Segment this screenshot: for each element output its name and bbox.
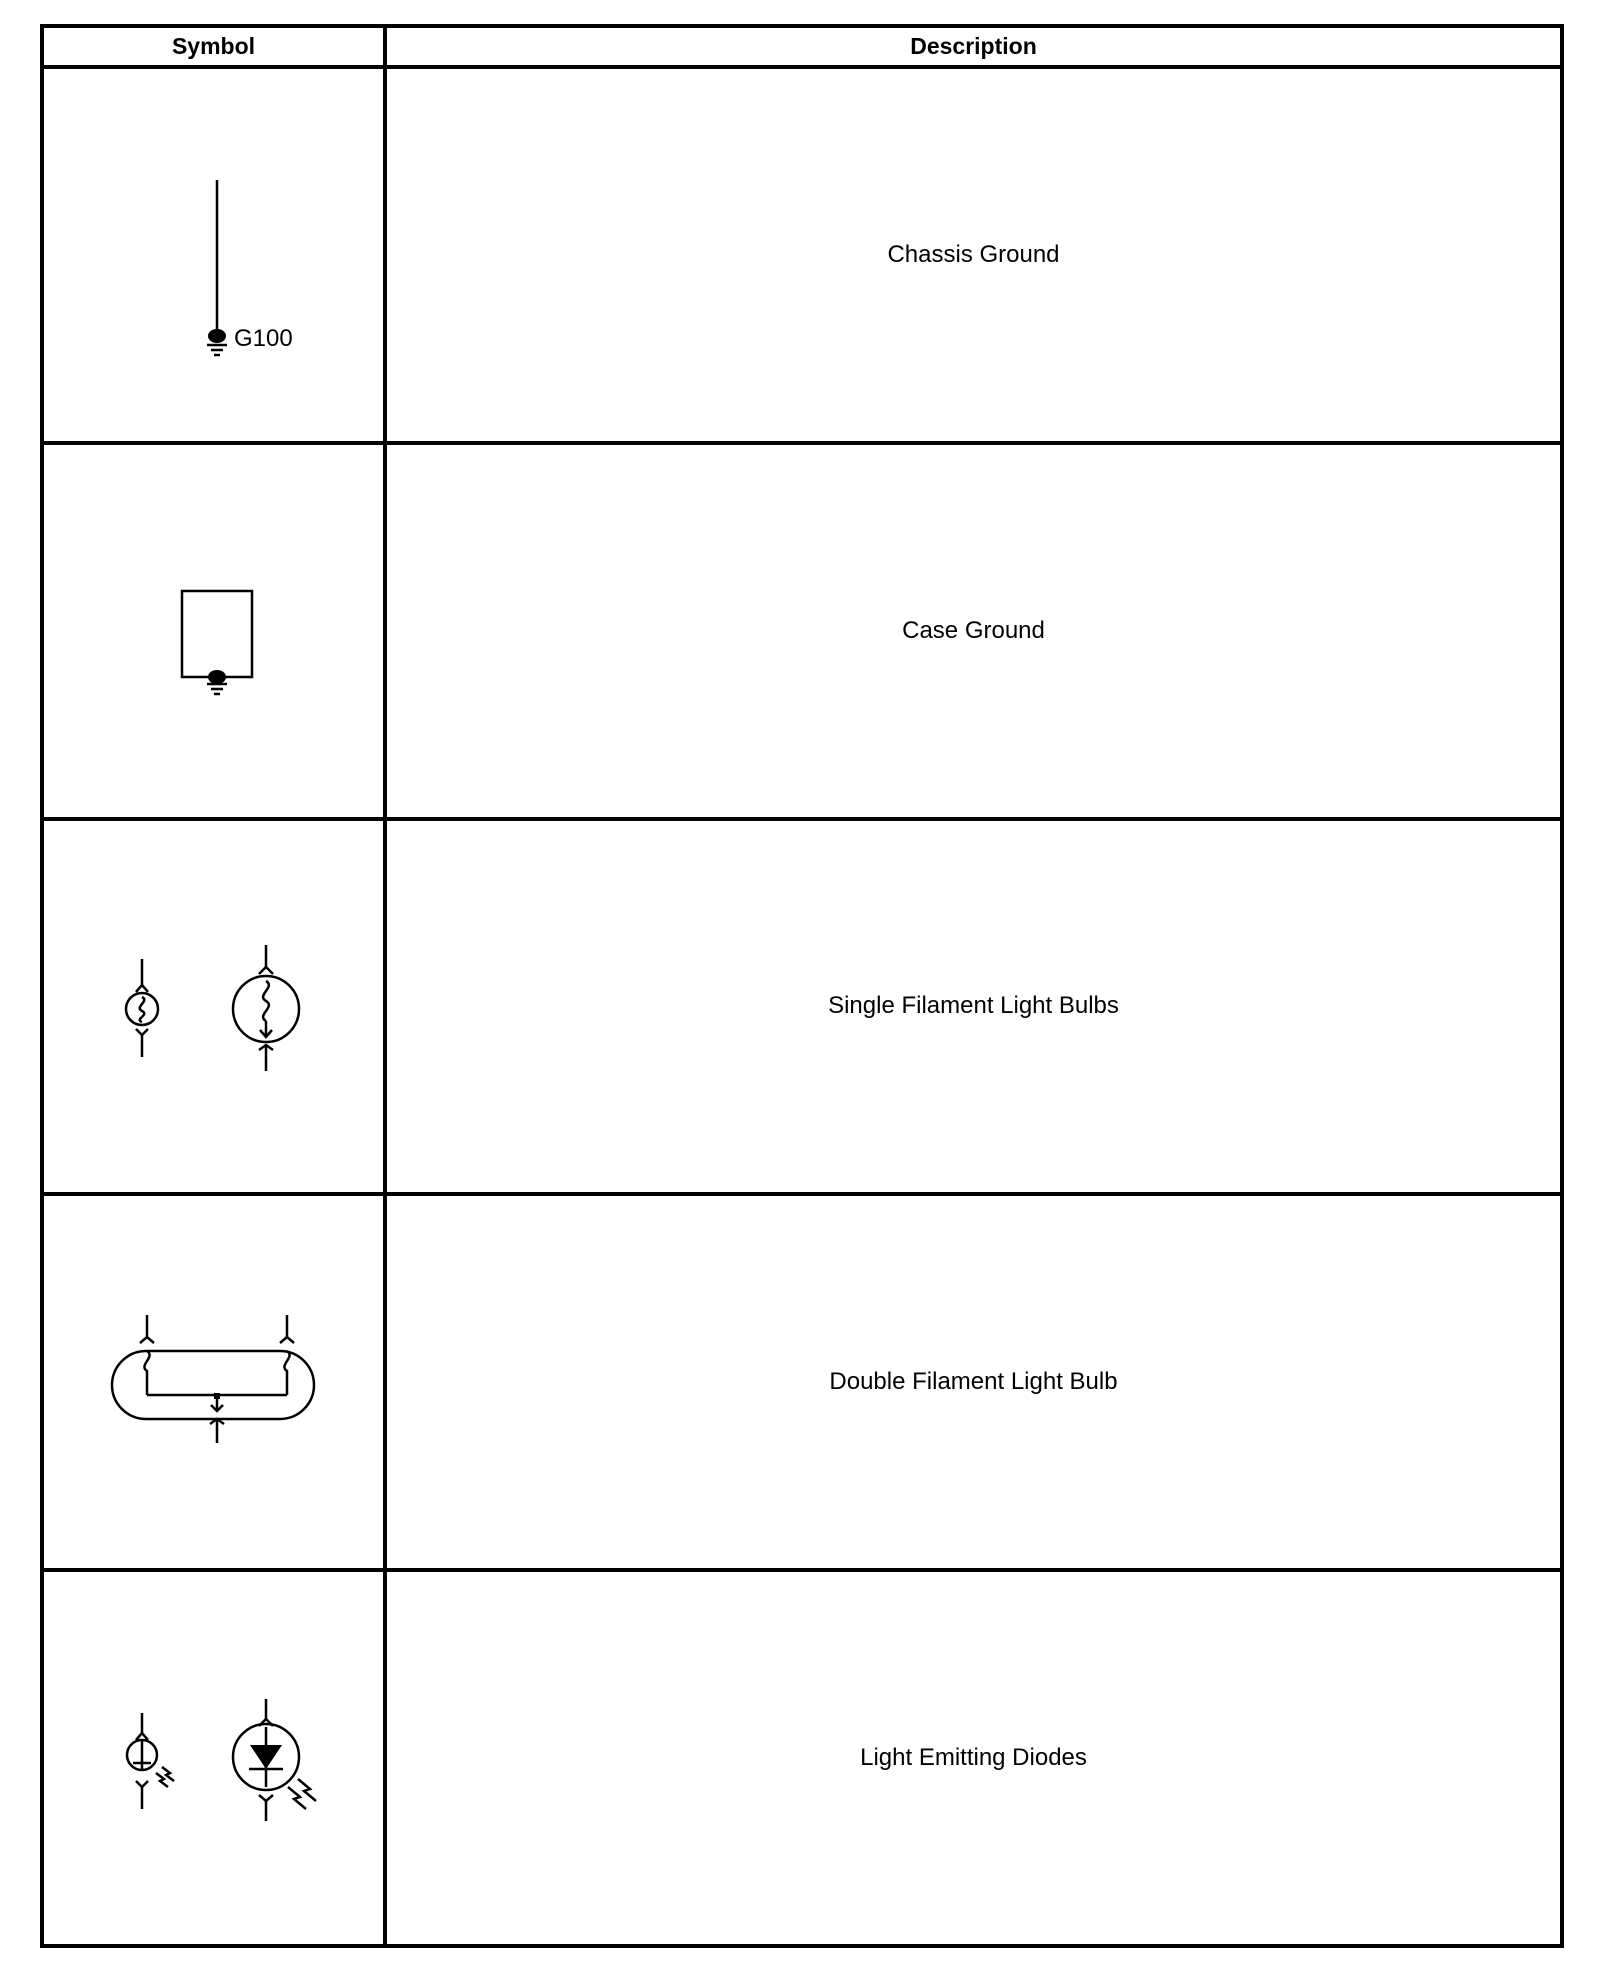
description-cell: Double Filament Light Bulb [385,1194,1562,1570]
symbol-cell [42,819,385,1195]
table-row [42,1194,1562,1570]
header-row [42,26,1562,67]
case-ground-icon [44,446,387,816]
table-row [42,67,1562,443]
single-filament-light-bulb-icon [44,821,387,1191]
symbol-cell [42,1570,385,1946]
description-cell: Light Emitting Diodes [385,1570,1562,1946]
symbol-cell [42,67,385,443]
table-row [42,819,1562,1195]
table-row [42,1570,1562,1946]
description-cell: Single Filament Light Bulbs [385,819,1562,1195]
symbol-cell [42,443,385,819]
double-filament-light-bulb-icon [44,1197,387,1567]
light-emitting-diode-icon [44,1573,387,1943]
symbol-legend-table [40,24,1564,1948]
description-cell: Case Ground [385,443,1562,819]
symbol-cell [42,1194,385,1570]
ground-label: G100 [234,324,293,352]
symbol-column-header: Symbol [42,26,385,67]
description-column-header: Description [385,26,1562,67]
chassis-ground-icon [44,70,387,440]
table-row [42,443,1562,819]
description-cell: Chassis Ground [385,67,1562,443]
